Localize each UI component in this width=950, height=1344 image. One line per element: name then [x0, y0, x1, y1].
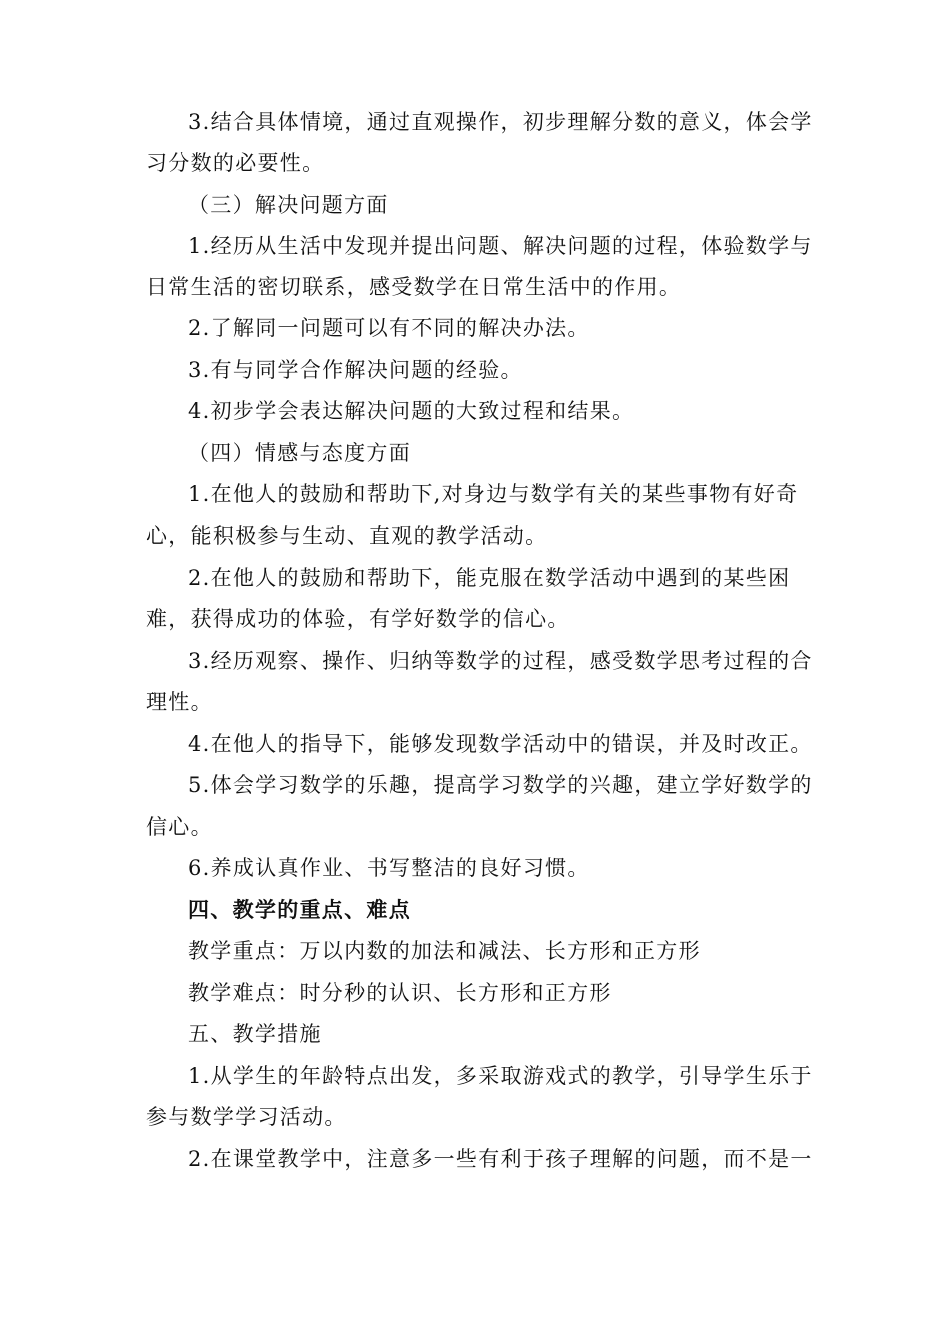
section-heading: （四）情感与态度方面 — [188, 441, 411, 465]
paragraph-line: 2.在课堂教学中，注意多一些有利于孩子理解的问题，而不是一 — [188, 1147, 813, 1171]
paragraph-line: 1.在他人的鼓励和帮助下,对身边与数学有关的某些事物有好奇 — [188, 482, 799, 506]
paragraph-line: 教学难点：时分秒的认识、长方形和正方形 — [188, 981, 612, 1005]
section-heading: （三）解决问题方面 — [188, 193, 389, 217]
paragraph-line: 参与数学学习活动。 — [146, 1105, 347, 1129]
paragraph-line: 1.从学生的年龄特点出发，多采取游戏式的教学，引导学生乐于 — [188, 1064, 813, 1088]
section-heading: 五、教学措施 — [188, 1022, 322, 1046]
paragraph-line: 习分数的必要性。 — [146, 151, 325, 175]
paragraph-line: 教学重点：万以内数的加法和减法、长方形和正方形 — [188, 939, 701, 963]
paragraph-line: 2.了解同一问题可以有不同的解决办法。 — [188, 316, 590, 340]
paragraph-line: 难，获得成功的体验，有学好数学的信心。 — [146, 607, 570, 631]
paragraph-line: 4.在他人的指导下，能够发现数学活动中的错误，并及时改正。 — [188, 732, 813, 756]
paragraph-line: 3.结合具体情境，通过直观操作，初步理解分数的意义，体会学 — [188, 110, 813, 134]
paragraph-line: 3.经历观察、操作、归纳等数学的过程，感受数学思考过程的合 — [188, 649, 813, 673]
paragraph-line: 3.有与同学合作解决问题的经验。 — [188, 358, 523, 382]
paragraph-line: 理性。 — [146, 690, 213, 714]
paragraph-line: 5.体会学习数学的乐趣，提高学习数学的兴趣，建立学好数学的 — [188, 773, 813, 797]
paragraph-line: 心，能积极参与生动、直观的教学活动。 — [146, 524, 548, 548]
paragraph-line: 6.养成认真作业、书写整洁的良好习惯。 — [188, 856, 590, 880]
paragraph-line: 4.初步学会表达解决问题的大致过程和结果。 — [188, 399, 635, 423]
paragraph-line: 日常生活的密切联系，感受数学在日常生活中的作用。 — [146, 275, 682, 299]
paragraph-line: 2.在他人的鼓励和帮助下，能克服在数学活动中遇到的某些困 — [188, 566, 791, 590]
paragraph-line: 1.经历从生活中发现并提出问题、解决问题的过程，体验数学与 — [188, 234, 813, 258]
section-heading: 四、教学的重点、难点 — [188, 897, 411, 922]
paragraph-line: 信心。 — [146, 815, 213, 839]
